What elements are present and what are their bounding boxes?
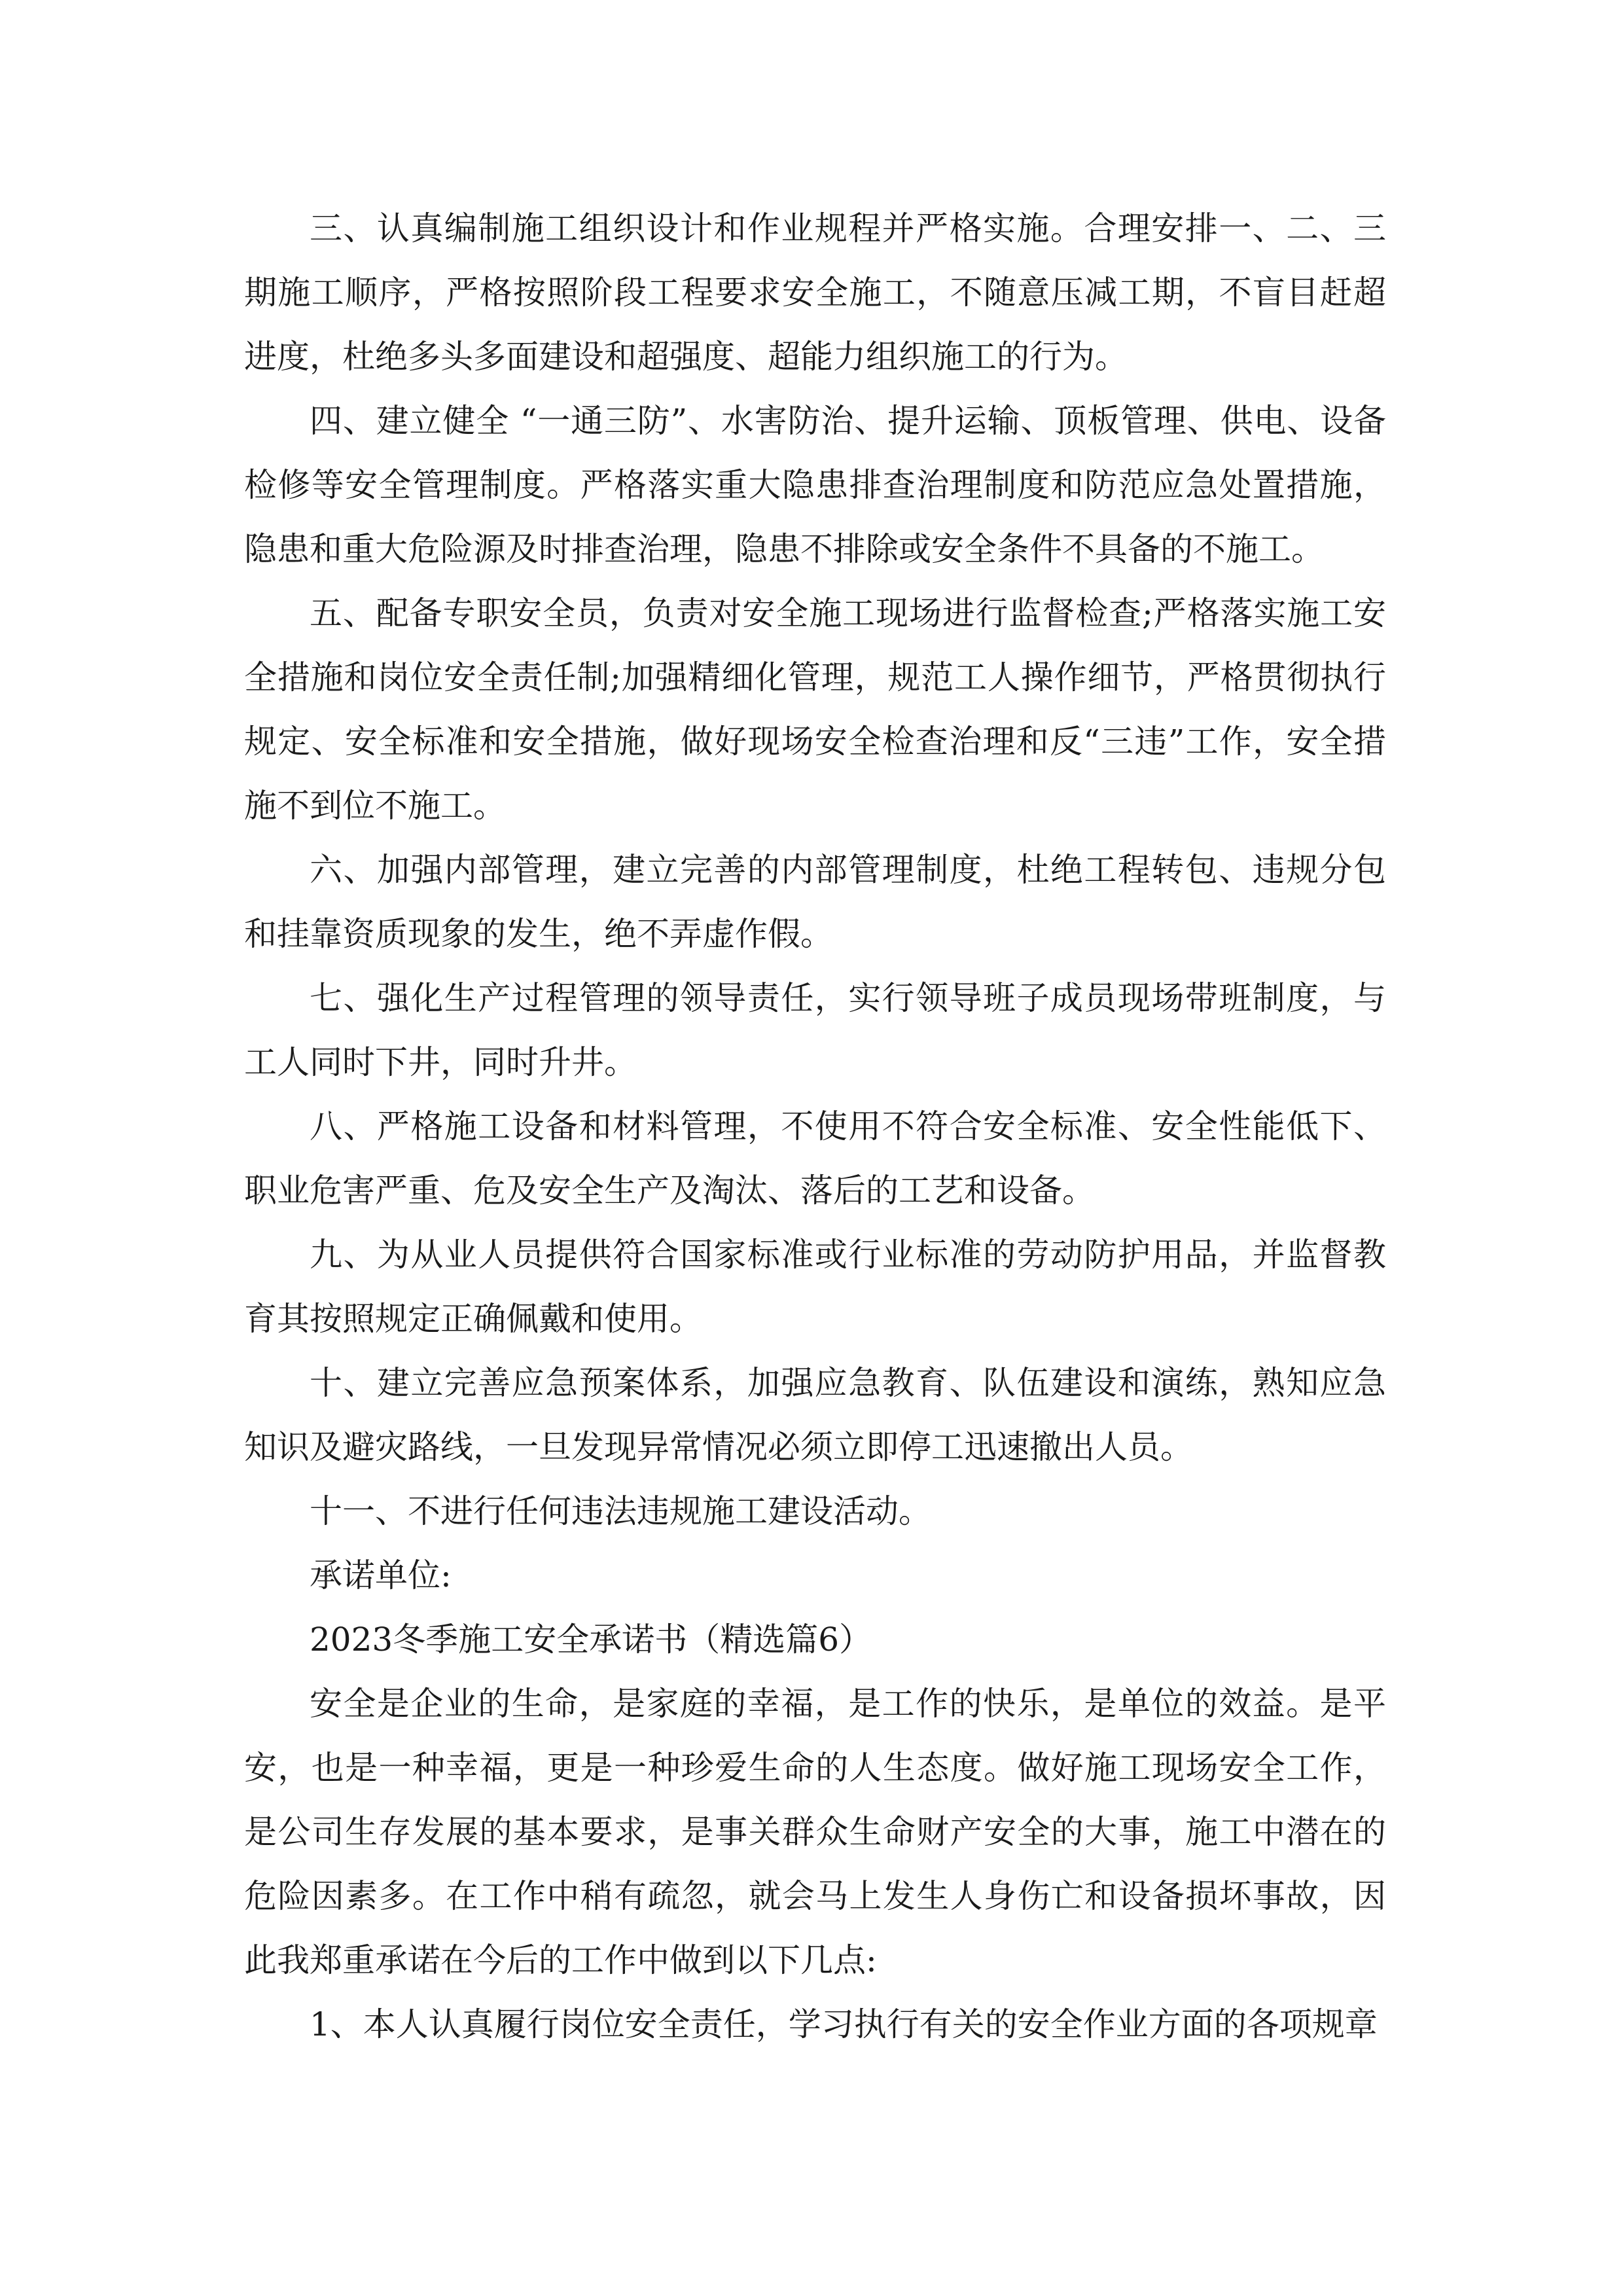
intro-paragraph: 安全是企业的生命，是家庭的幸福，是工作的快乐，是单位的效益。是平安，也是一种幸福，更是一种珍爱生命的人生态度。做好施工现场安全工作，是公司生存发展的基本要求，是事关群众生命财产安全的大事，施工中潜在的危险因素多。在工作中稍有疏忽，就会马上发生人身伤亡和设备损坏事故，因此我郑重承诺在今后的工作中做到以下几点: <box>244 1685 1386 1979</box>
paragraph-item-4: 四、建立健全 “一通三防”、水害防治、提升运输、顶板管理、供电、设备检修等安全管理制度。严格落实重大隐患排查治理制度和防范应急处置措施，隐患和重大危险源及时排查治理，隐患不排除或安全条件不具备的不施工。 <box>244 402 1386 568</box>
paragraph-item-10: 十、建立完善应急预案体系，加强应急教育、队伍建设和演练，熟知应急知识及避灾路线，一旦发现异常情况必须立即停工迅速撤出人员。 <box>244 1364 1386 1466</box>
paragraph-item-11: 十一、不进行任何违法违规施工建设活动。 <box>310 1492 931 1530</box>
paragraph-item-3: 三、认真编制施工组织设计和作业规程并严格实施。合理安排一、二、三期施工顺序，严格按照阶段工程要求安全施工，不随意压减工期，不盲目赶超进度，杜绝多头多面建设和超强度、超能力组织施工的行为。 <box>244 209 1386 376</box>
paragraph-item-9: 九、为从业人员提供符合国家标准或行业标准的劳动防护用品，并监督教育其按照规定正确佩戴和使用。 <box>244 1236 1386 1338</box>
commitment-item-1: 1、本人认真履行岗位安全责任，学习执行有关的安全作业方面的各项规章 <box>310 2005 1378 2043</box>
section-title: 2023冬季施工安全承诺书（精选篇6） <box>310 1621 872 1659</box>
signing-unit-label: 承诺单位: <box>310 1556 452 1594</box>
paragraph-item-8: 八、严格施工设备和材料管理，不使用不符合安全标准、安全性能低下、职业危害严重、危及安全生产及淘汰、落后的工艺和设备。 <box>244 1107 1386 1210</box>
paragraph-item-6: 六、加强内部管理，建立完善的内部管理制度，杜绝工程转包、违规分包和挂靠资质现象的发生，绝不弄虚作假。 <box>244 851 1386 953</box>
paragraph-item-5: 五、配备专职安全员，负责对安全施工现场进行监督检查;严格落实施工安全措施和岗位安全责任制;加强精细化管理，规范工人操作细节，严格贯彻执行规定、安全标准和安全措施，做好现场安全检查治理和反“三违”工作，安全措施不到位不施工。 <box>244 594 1386 825</box>
document-body <box>244 196 1386 2056</box>
paragraph-item-7: 七、强化生产过程管理的领导责任，实行领导班子成员现场带班制度，与工人同时下井，同时升井。 <box>244 979 1386 1081</box>
